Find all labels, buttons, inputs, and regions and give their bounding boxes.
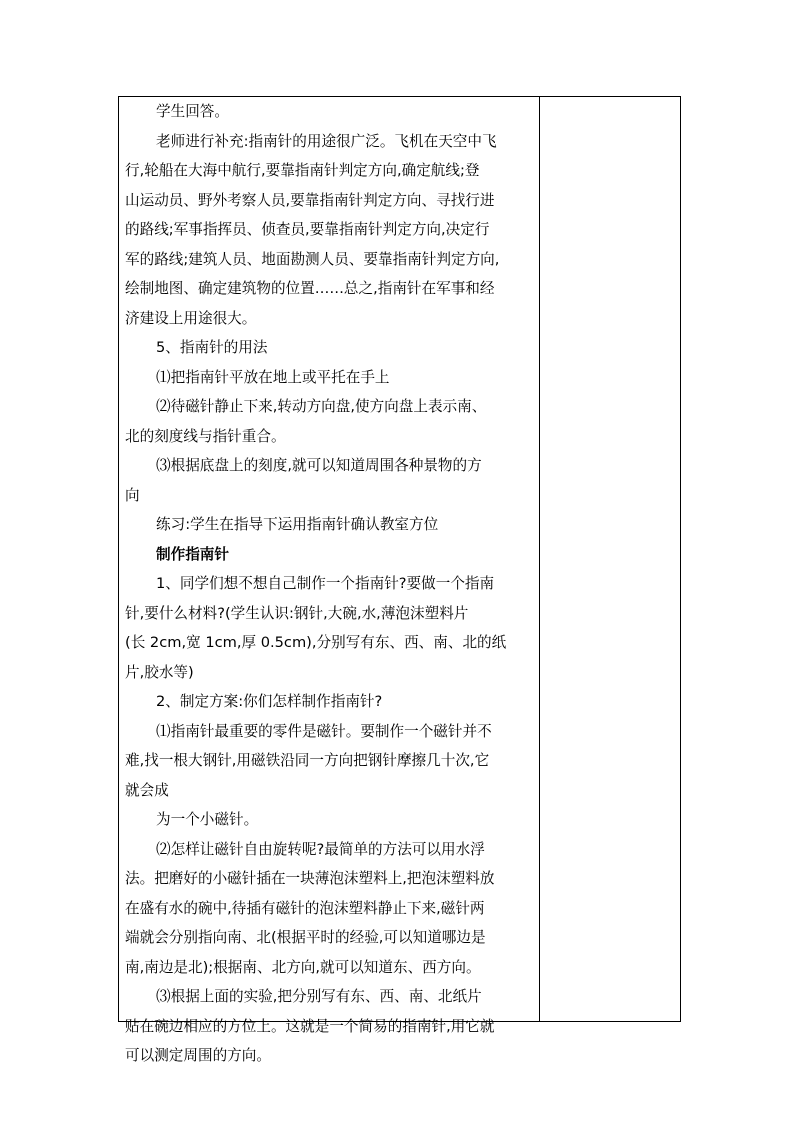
text-line: 练习:学生在指导下运用指南针确认教室方位 — [156, 516, 439, 533]
text-line: 针,要什么材料?(学生认识:钢针,大碗,水,薄泡沫塑料片 — [125, 604, 469, 622]
text-line: 就会成 — [125, 781, 169, 799]
text-line: 军的路线;建筑人员、地面勘测人员、要靠指南针判定方向, — [125, 250, 500, 268]
text-line: ⑵待磁针静止下来,转动方向盘,使方向盘上表示南、 — [156, 398, 487, 415]
text-line: 老师进行补充:指南针的用途很广泛。飞机在天空中飞 — [156, 132, 497, 150]
text-line: 难,找一根大钢针,用磁铁沿同一方向把钢针摩擦几十次,它 — [125, 752, 490, 769]
text-line: ⑴指南针最重要的零件是磁针。要制作一个磁针并不 — [156, 722, 492, 740]
section-heading: 2、制定方案:你们怎样制作指南针? — [156, 693, 383, 710]
text-line: 可以测定周围的方向。 — [125, 1047, 271, 1064]
text-line: 1、同学们想不想自己制作一个指南针?要做一个指南 — [156, 575, 495, 592]
text-line: ⑵怎样让磁针自由旋转呢?最简单的方法可以用水浮 — [156, 840, 485, 858]
text-line: 绘制地图、确定建筑物的位置……总之,指南针在军事和经 — [125, 280, 495, 297]
bold-heading: 制作指南针 — [156, 545, 229, 563]
text-line: ⑶根据底盘上的刻度,就可以知道周围各种景物的方 — [156, 457, 482, 474]
lesson-table — [118, 96, 681, 1064]
text-line: 学生回答。 — [156, 103, 229, 120]
text-line: 北的刻度线与指针重合。 — [125, 427, 286, 445]
text-line: 的路线;军事指挥员、侦查员,要靠指南针判定方向,决定行 — [125, 221, 490, 238]
text-line: 行,轮船在大海中航行,要靠指南针判定方向,确定航线;登 — [125, 162, 480, 179]
text-line: ⑴把指南针平放在地上或平托在手上 — [156, 368, 390, 386]
text-line: 在盛有水的碗中,待插有磁针的泡沫塑料静止下来,磁针两 — [125, 899, 485, 917]
text-line: 山运动员、野外考察人员,要靠指南针判定方向、寻找行进 — [125, 191, 495, 209]
text-line: 片,胶水等) — [125, 663, 194, 681]
text-line: 端就会分别指向南、北(根据平时的经验,可以知道哪边是 — [125, 929, 486, 946]
lesson-content-cell — [125, 97, 535, 1071]
text-line: ⑶根据上面的实验,把分别写有东、西、南、北纸片 — [156, 988, 482, 1005]
text-line: 为一个小磁针。 — [156, 811, 259, 828]
text-line: 法。把磨好的小磁针插在一块薄泡沫塑料上,把泡沫塑料放 — [125, 870, 495, 887]
text-line: (长 2cm,宽 1cm,厚 0.5cm),分别写有东、西、南、北的纸 — [125, 634, 507, 651]
text-line: 南,南边是北);根据南、北方向,就可以知道东、西方向。 — [125, 958, 481, 976]
column-divider — [539, 97, 540, 1021]
text-line: 济建设上用途很大。 — [125, 309, 257, 327]
text-line: 向 — [125, 486, 140, 504]
section-heading: 5、指南针的用法 — [156, 339, 268, 356]
text-line: 贴在碗边相应的方位上。这就是一个简易的指南针,用它就 — [125, 1017, 495, 1035]
